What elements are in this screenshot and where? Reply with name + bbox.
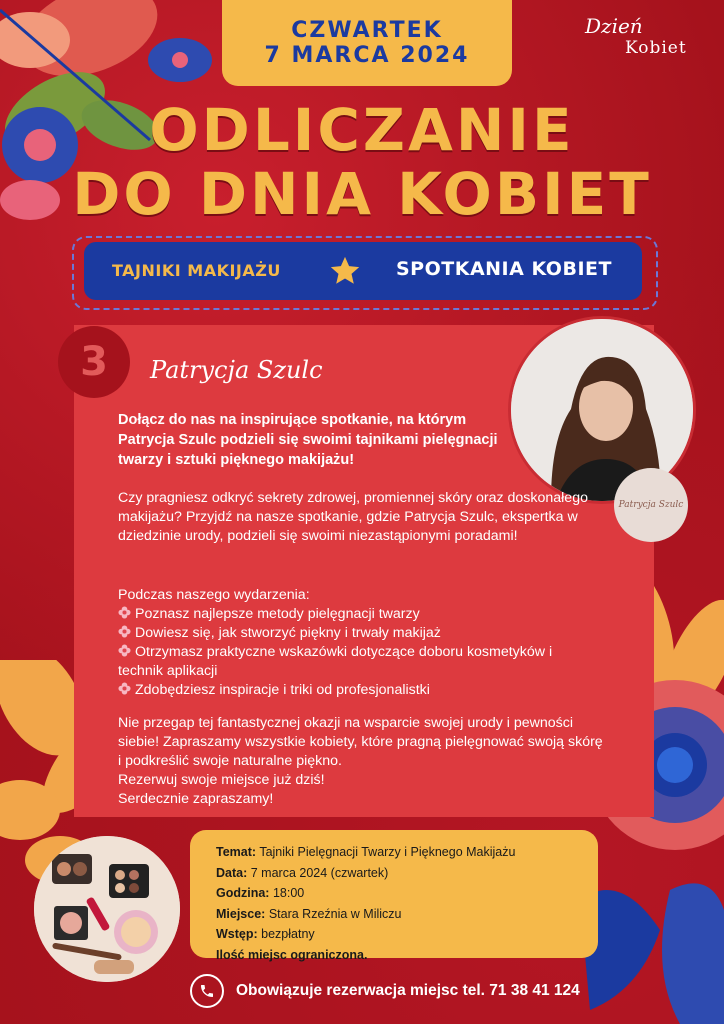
limited-text: Ilość miejsc ograniczona. [216,947,368,962]
time-label: Godzina: [216,886,270,900]
lead-paragraph: Dołącz do nas na inspirujące spotkanie, na którym Patrycja Szulc podzieli się swoimi tajnikami pielęgnacji twarzy i sztuki pięknego makijażu! [118,412,498,468]
cosmetics-icon [34,836,180,982]
flower-bullet-icon [118,606,131,619]
detail-topic [216,842,515,863]
detail-entry [216,924,515,945]
flower-bullet-icon [118,644,131,657]
event-details [216,842,515,965]
intro-paragraph: Czy pragniesz odkryć sekrety zdrowej, promiennej skóry oraz doskonałego makijażu? Przyjdź na nasze spotkanie, gdzie Patrycja Szulc, ekspertka w dziedzinie urody, podzieli się swoimi niezastąpionymi poradami! [118,490,588,544]
headline-line-2: DO DNIA KOBIET [72,160,652,228]
topic-label: Temat: [216,845,257,859]
date-day: CZWARTEK [291,17,443,43]
list-item [118,624,598,643]
speaker-name: Patrycja Szulc [150,356,323,384]
flower-bullet-icon [118,682,131,695]
closing-paragraph [118,714,608,809]
phone-glyph-icon [199,983,215,999]
entry-label: Wstęp: [216,927,258,941]
logo-word-2: Kobiet [625,38,687,58]
banner-right-text: SPOTKANIA KOBIET [396,258,612,280]
detail-time [216,883,515,904]
flower-bullet-icon [118,625,131,638]
detail-date [216,863,515,884]
dzien-kobiet-logo [585,14,705,68]
brand-logo [614,468,688,542]
event-list-intro: Podczas naszego wydarzenia: [118,587,310,603]
phone-icon [190,974,224,1008]
time-value: 18:00 [272,886,305,900]
headline-line-1: ODLICZANIE [149,96,575,164]
closing-invite: Serdecznie zapraszamy! [118,791,274,807]
meeting-number: 3 [58,326,130,398]
closing-reserve: Rezerwuj swoje miejsce już dziś! [118,772,325,788]
brand-logo-text: Patrycja Szulc [618,500,684,510]
list-item [118,681,598,700]
list-item [118,605,598,624]
event-list [118,586,598,700]
banner [84,242,642,300]
star-icon [328,254,362,288]
reservation-text: Obowiązuje rezerwacja miejsc tel. 71 38 41 124 [236,982,580,999]
date-box [222,0,512,86]
detail-limited [216,945,515,966]
list-item-text: Dowiesz się, jak stworzyć piękny i trwały makijaż [135,625,441,641]
makeup-photo [34,836,180,982]
date-value: 7 marca 2024 (czwartek) [250,865,389,880]
date-full: 7 MARCA 2024 [264,43,470,68]
date-label: Data: [216,865,248,880]
entry-value: bezpłatny [261,927,315,941]
topic-value: Tajniki Pielęgnacji Twarzy i Pięknego Makijażu [259,845,516,859]
logo-word-1: Dzień [585,14,643,38]
list-item-text: Otrzymasz praktyczne wskazówki dotyczące doboru kosmetyków i technik aplikacji [118,644,553,679]
place-value: Stara Rzeźnia w Miliczu [268,906,402,921]
closing-text: Nie przegap tej fantastycznej okazji na wsparcie swojej urody i pewności siebie! Zapraszamy wszystkie kobiety, które pragną pielęgnować swoją skórę i podkreślić swoje naturalne piękno. [118,715,603,769]
list-item-text: Poznasz najlepsze metody pielęgnacji twarzy [135,606,420,622]
list-item [118,643,598,681]
detail-place [216,904,515,925]
list-item-text: Zdobędziesz inspiracje i triki od profesjonalistki [135,682,430,698]
banner-left-text: TAJNIKI MAKIJAŻU [112,261,281,280]
place-label: Miejsce: [216,906,266,921]
